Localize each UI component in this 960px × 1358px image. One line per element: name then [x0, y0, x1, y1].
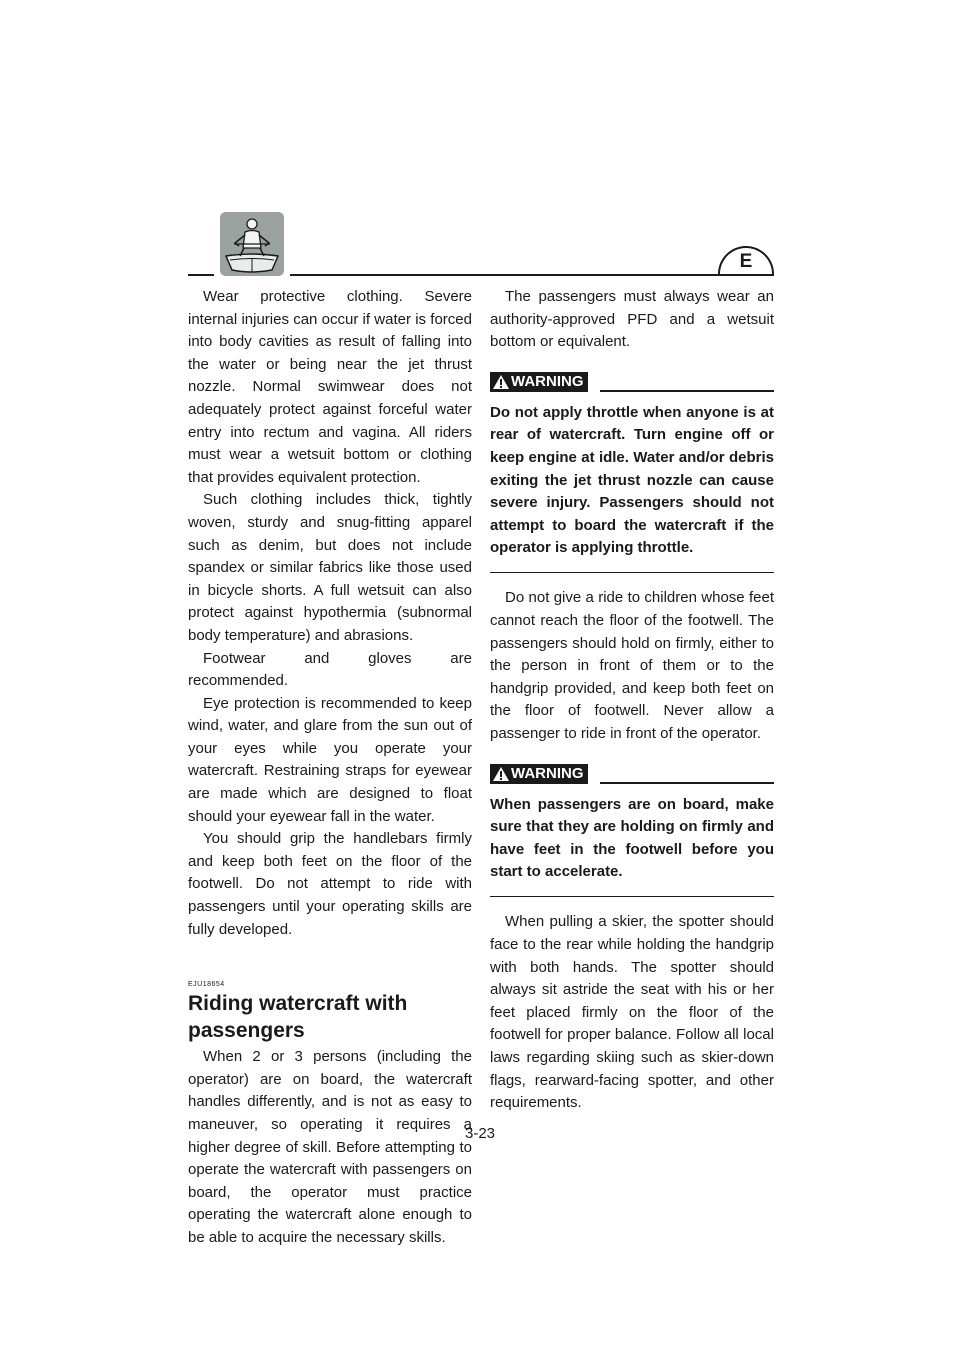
warning-box-throttle [490, 370, 774, 574]
warning-triangle-icon [492, 766, 510, 782]
warning-rule [600, 782, 775, 784]
paragraph-grip-handlebars: You should grip the handlebars firmly and keep both feet on the floor of the footwell. Do not attempt to ride with passengers until your operating skills are fully developed. [188, 830, 472, 938]
warning-bottom-rule [490, 896, 774, 898]
warning-bottom-rule [490, 572, 774, 574]
paragraph-footwear: Footwear and gloves are recommended. [188, 649, 472, 690]
paragraph-children-passengers: Do not give a ride to children whose feet cannot reach the floor of the footwell. The passengers should hold on firmly, either to the person in front of them or to the handgrip provided, and keep both feet on the floor of footwell. Never allow a passenger to ride in front of the operator. [490, 589, 774, 742]
right-column [490, 286, 774, 1115]
paragraph-clothing-types: Such clothing includes thick, tightly woven, sturdy and snug-fitting apparel such as denim, but does not include spandex or similar fabrics like those used in bicycle shorts. A full wetsuit can also protect against hypothermia (subnormal body temperature) and abrasions. [188, 491, 472, 644]
warning-box-passengers [490, 762, 774, 898]
paragraph-passengers-pfd: The passengers must always wear an authority-approved PFD and a wetsuit bottom or equivalent. [490, 288, 774, 351]
section-code: EJU18654 [188, 981, 225, 989]
warning-label: WARNING [490, 764, 588, 784]
rider-on-watercraft-icon [220, 212, 284, 276]
warning-text-passengers: When passengers are on board, make sure that they are holding on firmly and have feet in the footwell before you start to accelerate. [490, 795, 774, 881]
header-rule-left [188, 274, 214, 276]
warning-triangle-icon [492, 374, 510, 390]
left-column [188, 286, 472, 1250]
paragraph-passengers-handling: When 2 or 3 persons (including the operator) are on board, the watercraft handles differently, and is not as easy to maneuver, so operating it requires a higher degree of skill. Before attempting to operate the watercraft with passengers on board, the operator must practice operating the watercraft alone enough to be able to acquire the necessary skills. [188, 1048, 472, 1246]
paragraph-skier-spotter: When pulling a skier, the spotter should face to the rear while holding the handgrip with both hands. The spotter should always sit astride the seat with his or her feet placed firmly on the floor of the footwell for proper balance. Follow all local laws regarding skiing such as skier-down flags, rearward-facing spotter, and other requirements. [490, 913, 774, 1112]
page-number: 3-23 [464, 1125, 496, 1142]
header-rule-right [290, 274, 774, 276]
warning-rule [600, 390, 775, 392]
warning-text-throttle: Do not apply throttle when anyone is at rear of watercraft. Turn engine off or keep engine at idle. Water and/or debris exiting the jet thrust nozzle can cause severe injury. Passengers should not attempt to board the watercraft if the operator is applying throttle. [490, 403, 774, 557]
warning-label: WARNING [490, 372, 588, 392]
section-title: Riding watercraft with passengers [188, 992, 408, 1043]
language-badge: E [718, 246, 774, 274]
paragraph-eye-protection: Eye protection is recommended to keep wind, water, and glare from the sun out of your eyes while you operate your watercraft. Restraining straps for eyewear are made which are designed to float should your eyewear fall in the water. [188, 694, 472, 825]
paragraph-protective-clothing: Wear protective clothing. Severe internal injuries can occur if water is forced into body cavities as result of falling into the water or being near the jet thrust nozzle. Normal swimwear does not adequately protect against forceful water entry into rectum and vagina. All riders must wear a wetsuit bottom or clothing that provides equivalent protection. [188, 288, 472, 486]
